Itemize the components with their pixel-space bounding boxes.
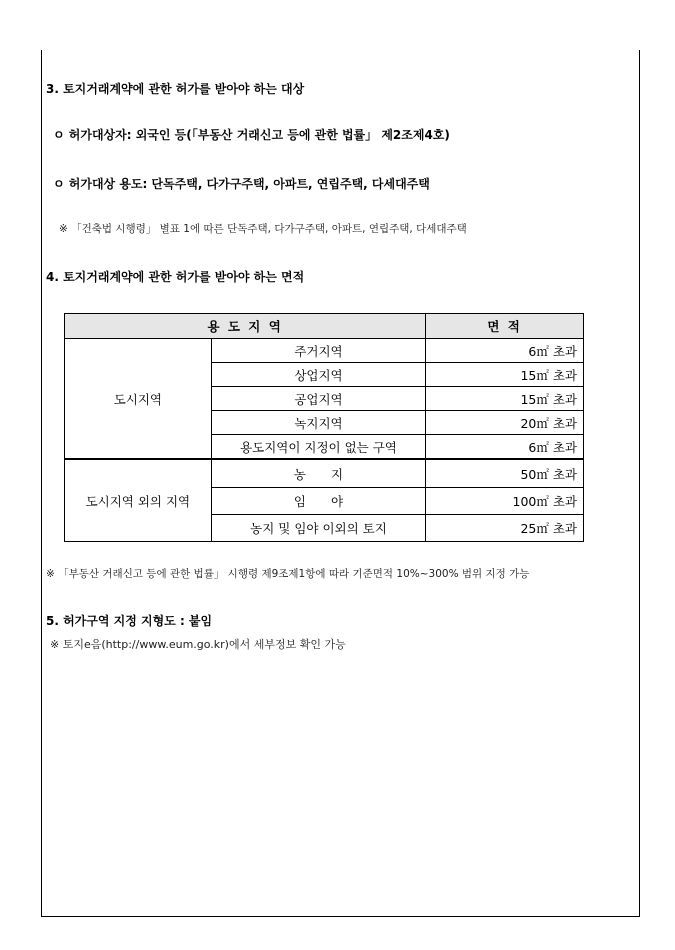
section3-item-applicant: ㅇ 허가대상자: 외국인 등(「부동산 거래신고 등에 관한 법률」 제2조제4호) bbox=[53, 128, 450, 142]
table-header-row bbox=[65, 314, 584, 339]
area-cell: 15㎡ 초과 bbox=[426, 387, 584, 411]
section4-note: ※ 「부동산 거래신고 등에 관한 법률」 시행령 제9조제1항에 따라 기준면적 10%~300% 범위 지정 가능 bbox=[46, 568, 530, 580]
area-cell: 6㎡ 초과 bbox=[426, 339, 584, 363]
table-row bbox=[65, 339, 584, 363]
section3-note: ※ 「건축법 시행령」 별표 1에 따른 단독주택, 다가구주택, 아파트, 연립주택, 다세대주택 bbox=[59, 223, 467, 235]
zone-cell: 임 야 bbox=[211, 488, 426, 515]
area-cell: 100㎡ 초과 bbox=[426, 488, 584, 515]
zone-cell: 주거지역 bbox=[211, 339, 426, 363]
zone-cell: 농 지 bbox=[211, 459, 426, 488]
area-cell: 50㎡ 초과 bbox=[426, 459, 584, 488]
section4-heading: 4. 토지거래계약에 관한 허가를 받아야 하는 면적 bbox=[46, 270, 305, 284]
zone-cell: 농지 및 임야 이외의 토지 bbox=[211, 515, 426, 542]
section5-heading: 5. 허가구역 지정 지형도 : 붙임 bbox=[46, 614, 213, 628]
section5-note: ※ 토지e음(http://www.eum.go.kr)에서 세부정보 확인 가능 bbox=[50, 638, 346, 651]
area-cell: 20㎡ 초과 bbox=[426, 411, 584, 435]
zone-cell: 녹지지역 bbox=[211, 411, 426, 435]
section3-item-use: ㅇ 허가대상 용도: 단독주택, 다가구주택, 아파트, 연립주택, 다세대주택 bbox=[53, 177, 430, 191]
group-nonurban-label: 도시지역 외의 지역 bbox=[65, 459, 212, 542]
area-cell: 15㎡ 초과 bbox=[426, 363, 584, 387]
zone-cell: 용도지역이 지정이 없는 구역 bbox=[211, 435, 426, 460]
header-area: 면 적 bbox=[426, 314, 584, 339]
area-cell: 6㎡ 초과 bbox=[426, 435, 584, 460]
header-zone: 용 도 지 역 bbox=[65, 314, 426, 339]
table-row bbox=[65, 459, 584, 488]
zone-cell: 공업지역 bbox=[211, 387, 426, 411]
zone-cell: 상업지역 bbox=[211, 363, 426, 387]
area-cell: 25㎡ 초과 bbox=[426, 515, 584, 542]
section3-heading: 3. 토지거래계약에 관한 허가를 받아야 하는 대상 bbox=[46, 82, 305, 96]
area-table bbox=[64, 313, 584, 542]
group-urban-label: 도시지역 bbox=[65, 339, 212, 460]
